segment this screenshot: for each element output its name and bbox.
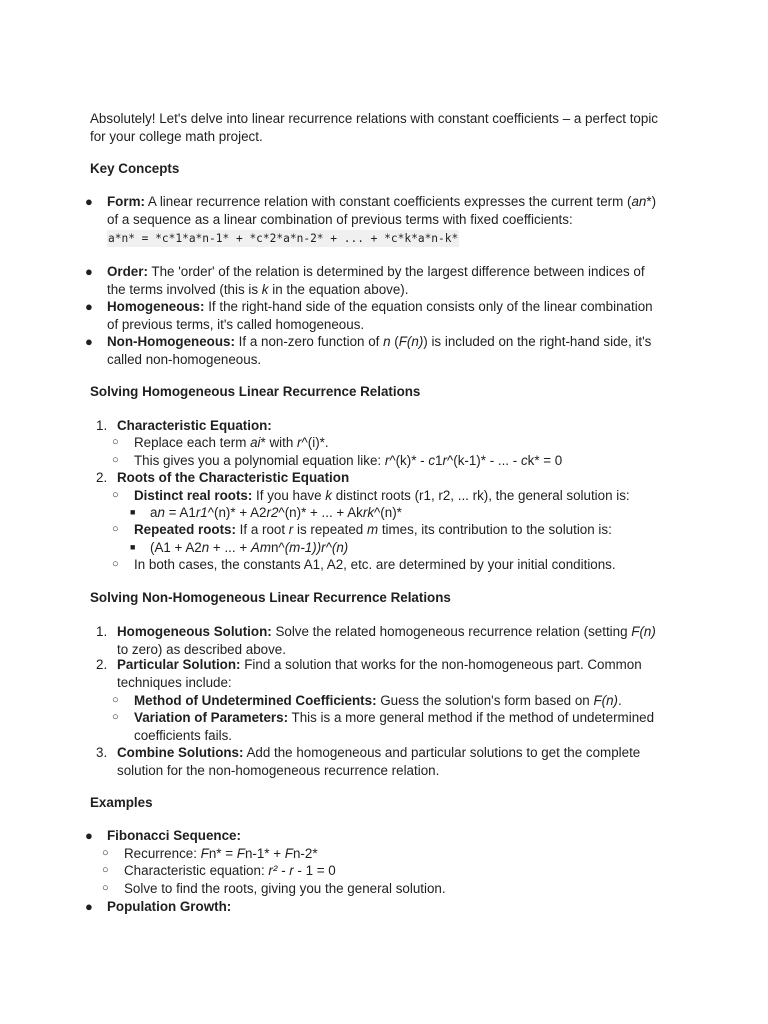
list-item-particular-solution [117,656,692,691]
ps-text: techniques include: [117,674,232,690]
sol-text: n^ [270,540,285,555]
rec-text: n-2* [292,846,318,861]
gives-text: ^(k-1)* - ... - [446,453,521,468]
cs-label: Combine Solutions: [117,745,244,760]
list-number: 1. [96,418,108,433]
sol-n: n [157,505,165,520]
homog-label: Homogeneous: [107,299,205,314]
hs-text: to zero) as described above. [117,641,286,657]
solution-distinct [130,504,690,522]
sol-text: (m-1))r^(n) [284,540,349,555]
list-item-form [85,193,692,228]
repeated-label: Repeated roots: [134,522,236,537]
circle-bullet-icon: ○ [102,847,109,859]
gives-c: c [520,453,528,468]
circle-bullet-icon: ○ [112,489,119,501]
bullet-icon: ● [85,334,93,349]
list-item-roots [117,469,692,487]
replace-text: * with [260,435,298,450]
order-text: the terms involved (this is [107,281,262,297]
form-text: *) [646,194,657,209]
gives-c: c [428,453,436,468]
gives-r: r [442,453,447,468]
solve-text: Solve to find the roots, giving you the general solution. [124,881,446,896]
distinct-text: If you have [252,488,326,503]
char-text: Characteristic equation: [124,863,269,878]
homog-text: of previous terms, it's called homogeneous. [107,316,365,332]
form-text: of a sequence as a linear combination of previous terms with fixed coefficients: [107,211,573,227]
repeated-m: m [366,522,379,537]
vp-label: Variation of Parameters: [134,710,289,725]
roots-label: Roots of the Characteristic Equation [117,470,350,485]
replace-text: ^(i)*. [301,435,329,450]
gives-text: This gives you a polynomial equation like: [134,453,385,468]
bullet-icon: ● [85,264,93,279]
examples-heading: Examples [90,795,153,810]
bullet-icon: ● [85,194,93,209]
sub-item-recurrence [102,845,684,863]
replace-r: r [297,435,302,450]
repeated-text: If a root [235,522,289,537]
sol-text: ^(n)* + A2 [207,505,267,520]
rec-f: F [236,846,245,861]
distinct-label: Distinct real roots: [134,488,253,503]
list-item-homogeneous [85,298,692,333]
ps-label: Particular Solution: [117,657,241,672]
list-item-population-growth [85,898,692,916]
cs-text: solution for the non-homogeneous recurrence relation. [117,762,440,778]
list-item-combine-solutions [117,744,692,779]
mu-fn: F(n) [593,693,619,708]
sub-item-distinct-roots [112,487,694,505]
form-label: Form: [107,194,145,209]
list-item-homogeneous-solution [117,623,692,658]
gives-text: k* = 0 [527,453,563,468]
circle-bullet-icon: ○ [112,694,119,706]
sub-item-replace [112,434,694,452]
sol-text: ^(n)* [374,505,402,520]
circle-bullet-icon: ○ [102,882,109,894]
mu-text: Guess the solution's form based on [376,693,594,708]
sol-r: rk [362,505,375,520]
sub-item-variation-of-parameters [112,709,694,744]
nonhomog-text: ) is included on the right-hand side, it's [423,334,652,349]
circle-bullet-icon: ○ [112,454,119,466]
repeated-text: is repeated [293,522,367,537]
circle-bullet-icon: ○ [112,711,119,723]
sub-item-gives [112,452,694,470]
nonhomog-text: ( [390,334,399,349]
char-expr: r² - r [268,863,294,878]
sub-item-characteristic [102,862,684,880]
sol-n: n [201,540,210,555]
square-bullet-icon: ■ [130,507,136,517]
sol-r: r2 [266,505,279,520]
list-item-fibonacci [85,827,692,845]
bullet-icon: ● [85,828,93,843]
key-concepts-heading: Key Concepts [90,161,180,176]
list-item-non-homogeneous [85,333,692,368]
hs-label: Homogeneous Solution: [117,624,272,639]
intro-line: for your college math project. [90,128,263,144]
intro-paragraph [90,110,690,145]
mu-text: . [618,693,622,708]
sol-text: + ... + [209,540,251,555]
sol-text: ^(n)* + ... + Ak [278,505,363,520]
rec-f: F [200,846,209,861]
cs-text: Add the homogeneous and particular solutions to get the complete [243,745,641,760]
bullet-icon: ● [85,299,93,314]
bullet-icon: ● [85,899,93,914]
replace-text: Replace each term [134,435,251,450]
nonhomog-fn: F(n) [398,334,424,349]
replace-ai: ai [250,435,261,450]
nonhomog-n: n [383,334,391,349]
gives-text: ^(k)* - [389,453,429,468]
rec-text: Recurrence: [124,846,201,861]
list-number: 2. [96,470,108,485]
hs-text: Solve the related homogeneous recurrence relation (setting [271,624,632,639]
distinct-k: k [325,488,332,503]
intro-line: Absolutely! Let's delve into linear recurrence relations with constant coefficients – a perfect topic [90,111,658,126]
circle-bullet-icon: ○ [112,523,119,535]
homog-section-heading: Solving Homogeneous Linear Recurrence Relations [90,384,421,399]
both-cases-text: In both cases, the constants A1, A2, etc. are determined by your initial conditions. [134,557,616,572]
char-eq-label: Characteristic Equation: [117,418,272,433]
homog-text: If the right-hand side of the equation consists only of the linear combination [204,299,653,314]
pop-label: Population Growth: [107,899,232,914]
order-k: k [261,281,269,297]
repeated-text: times, its contribution to the solution is: [378,522,612,537]
order-text: The 'order' of the relation is determined by the largest difference between indices of [147,264,645,279]
circle-bullet-icon: ○ [112,558,119,570]
nonhomog-text: called non-homogeneous. [107,351,262,367]
list-number: 3. [96,745,108,760]
order-label: Order: [107,264,148,279]
rec-text: n-1* + [244,846,285,861]
list-number: 1. [96,624,108,639]
circle-bullet-icon: ○ [112,436,119,448]
ps-text: Find a solution that works for the non-homogeneous part. Common [240,657,642,672]
nonhomog-text: If a non-zero function of [234,334,384,349]
vp-text: This is a more general method if the method of undetermined [288,710,655,725]
list-item-order [85,263,692,298]
hs-fn: F(n) [631,624,656,639]
list-item-characteristic-equation [117,417,692,435]
nonhomog-section-heading: Solving Non-Homogeneous Linear Recurrence Relations [90,590,451,605]
distinct-text: distinct roots (r1, r2, ... rk), the general solution is: [331,488,630,503]
sub-item-undetermined-coefficients [112,692,694,710]
repeated-r: r [288,522,294,537]
sol-text: = A1 [164,505,196,520]
formula-code: a*n* = *c*1*a*n-1* + *c*2*a*n-2* + ... + *c*k*a*n-k* [108,232,459,245]
rec-f: F [284,846,293,861]
sol-text: (A1 + A2 [150,540,202,555]
order-text: in the equation above). [268,281,409,297]
fib-label: Fibonacci Sequence: [107,828,241,843]
form-text: A linear recurrence relation with constant coefficients expresses the current term ( [144,194,632,209]
sub-item-solve [102,880,684,898]
sub-item-both-cases [112,556,694,574]
gives-text: 1 [435,453,443,468]
sol-text: a [150,505,158,520]
vp-text: coefficients fails. [134,727,232,743]
list-number: 2. [96,657,108,672]
nonhomog-label: Non-Homogeneous: [107,334,235,349]
rec-text: n* = [208,846,237,861]
gives-r: r [384,453,390,468]
circle-bullet-icon: ○ [102,864,109,876]
form-an: an [631,194,647,209]
square-bullet-icon: ■ [130,542,136,552]
mu-label: Method of Undetermined Coefficients: [134,693,377,708]
sub-item-repeated-roots [112,521,694,539]
char-text: - 1 = 0 [293,863,336,878]
sol-r: r1 [195,505,208,520]
solution-repeated [130,539,690,557]
sol-am: Am [250,540,271,555]
